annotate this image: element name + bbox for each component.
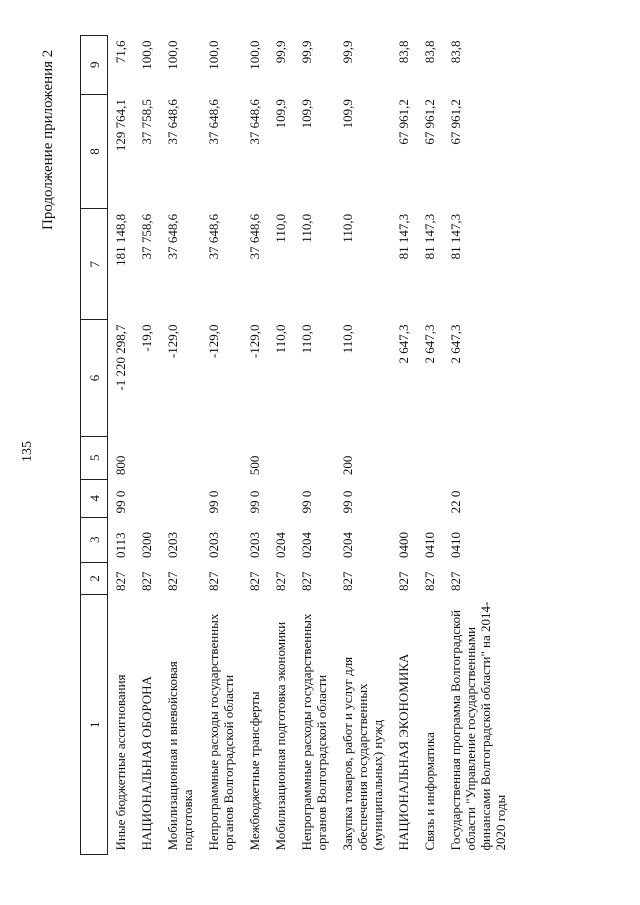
header-col-3: 3	[81, 517, 108, 562]
program-code	[160, 479, 201, 517]
percent-col-9: 99,9	[340, 40, 355, 64]
program-code	[391, 479, 417, 517]
percent-col-9: 83,8	[422, 40, 437, 64]
ministry-code: 827	[273, 571, 288, 591]
section-code: 0400	[396, 532, 411, 559]
value-col-6: -129,0	[165, 324, 180, 359]
value-col-7: 110,0	[340, 213, 355, 243]
value-col-7: 81 147,3	[448, 213, 463, 260]
value-col-7: 81 147,3	[396, 213, 411, 260]
section-code: 0204	[299, 532, 314, 559]
row-name: Непрограммные расходы государственных органов Волгоградской области	[206, 613, 236, 851]
table-header	[81, 36, 108, 855]
table-row	[335, 36, 391, 855]
header-col-1: 1	[81, 595, 108, 855]
header-col-2: 2	[81, 562, 108, 595]
row-name: НАЦИОНАЛЬНАЯ ОБОРОНА	[139, 676, 154, 851]
program-code: 99 0	[206, 490, 221, 514]
value-col-8: 67 961,2	[396, 99, 411, 145]
value-col-7: 81 147,3	[422, 213, 437, 260]
program-code: 99 0	[247, 490, 262, 514]
section-code: 0203	[247, 532, 262, 559]
expense-type-code	[417, 437, 443, 480]
expense-type-code	[160, 437, 201, 480]
section-code: 0203	[206, 532, 221, 559]
value-col-7: 37 648,6	[206, 213, 221, 260]
row-name: Иные бюджетные ассигнования	[113, 674, 128, 851]
percent-col-9: 99,9	[273, 40, 288, 64]
value-col-6: -19,0	[139, 324, 154, 352]
expense-type-code	[268, 437, 294, 480]
value-col-6: 110,0	[299, 324, 314, 354]
section-code: 0204	[273, 532, 288, 559]
row-name: Непрограммные расходы государственных органов Волгоградской области	[299, 613, 329, 851]
header-col-7: 7	[81, 209, 108, 320]
section-code: 0113	[113, 532, 128, 559]
table-row	[391, 36, 417, 855]
value-col-7: 37 648,6	[165, 213, 180, 260]
value-col-8: 67 961,2	[448, 99, 463, 145]
ministry-code: 827	[113, 571, 128, 591]
value-col-7: 110,0	[273, 213, 288, 243]
value-col-6: 110,0	[273, 324, 288, 354]
value-col-6: 2 647,3	[448, 324, 463, 364]
ministry-code: 827	[206, 571, 221, 591]
table-row	[134, 36, 160, 855]
table-row	[268, 36, 294, 855]
value-col-6: 2 647,3	[422, 324, 437, 364]
percent-col-9: 100,0	[165, 40, 180, 70]
percent-col-9: 83,8	[448, 40, 463, 64]
expense-type-code	[443, 437, 514, 480]
program-code: 22 0	[448, 490, 463, 514]
value-col-8: 109,9	[340, 99, 355, 129]
program-code: 99 0	[299, 490, 314, 514]
header-col-5: 5	[81, 437, 108, 480]
percent-col-9: 71,6	[113, 40, 128, 64]
table-row	[108, 36, 135, 855]
program-code	[134, 479, 160, 517]
row-name: Связь и информатика	[422, 732, 437, 851]
value-col-8: 67 961,2	[422, 99, 437, 145]
percent-col-9: 100,0	[139, 40, 154, 70]
header-col-6: 6	[81, 320, 108, 437]
table-row	[160, 36, 201, 855]
program-code	[417, 479, 443, 517]
expense-type-code: 500	[247, 455, 262, 476]
table-row	[417, 36, 443, 855]
row-name: Мобилизационная подготовка экономики	[273, 621, 288, 851]
ministry-code: 827	[139, 571, 154, 591]
header-row	[81, 36, 108, 855]
appendix-caption: Продолжение приложения 2	[40, 49, 56, 230]
ministry-code: 827	[422, 571, 437, 591]
expense-type-code	[391, 437, 417, 480]
value-col-7: 110,0	[299, 213, 314, 243]
value-col-7: 181 148,8	[113, 213, 128, 266]
program-code	[268, 479, 294, 517]
ministry-code: 827	[299, 571, 314, 591]
value-col-8: 37 648,6	[247, 99, 262, 145]
row-name: Государственная программа Волгоградской области "Управление государственными финансами Волгоградской области" на 2014-2020 годы	[448, 601, 508, 851]
value-col-8: 129 764,1	[113, 99, 128, 152]
header-col-8: 8	[81, 94, 108, 209]
header-col-9: 9	[81, 36, 108, 95]
value-col-8: 109,9	[273, 99, 288, 129]
ministry-code: 827	[396, 571, 411, 591]
table-body	[108, 36, 515, 855]
row-name: Межбюджетные трансферты	[247, 691, 262, 851]
percent-col-9: 100,0	[247, 40, 262, 70]
section-code: 0204	[340, 532, 355, 559]
value-col-6: 2 647,3	[396, 324, 411, 364]
ministry-code: 827	[247, 571, 262, 591]
program-code: 99 0	[113, 490, 128, 514]
percent-col-9: 100,0	[206, 40, 221, 70]
program-code: 99 0	[340, 490, 355, 514]
ministry-code: 827	[448, 571, 463, 591]
budget-table	[80, 35, 514, 855]
value-col-8: 37 648,6	[206, 99, 221, 145]
ministry-code: 827	[165, 571, 180, 591]
page-number: 135	[20, 441, 35, 462]
expense-type-code	[201, 437, 242, 480]
value-col-6: -1 220 298,7	[113, 324, 128, 391]
section-code: 0410	[422, 532, 437, 559]
value-col-8: 37 758,5	[139, 99, 154, 145]
section-code: 0203	[165, 532, 180, 559]
value-col-6: 110,0	[340, 324, 355, 354]
ministry-code: 827	[340, 571, 355, 591]
row-name: Мобилизационная и вневойсковая подготовка	[165, 661, 195, 851]
value-col-8: 37 648,6	[165, 99, 180, 145]
section-code: 0410	[448, 532, 463, 559]
value-col-6: -129,0	[247, 324, 262, 359]
expense-type-code	[134, 437, 160, 480]
value-col-7: 37 758,6	[139, 213, 154, 260]
row-name: Закупка товаров, работ и услуг для обеспечения государственных (муниципальных) нужд	[340, 656, 385, 851]
row-name: НАЦИОНАЛЬНАЯ ЭКОНОМИКА	[396, 653, 411, 851]
value-col-6: -129,0	[206, 324, 221, 359]
value-col-7: 37 648,6	[247, 213, 262, 260]
table-row	[242, 36, 268, 855]
expense-type-code: 200	[340, 455, 355, 476]
header-col-4: 4	[81, 479, 108, 517]
expense-type-code: 800	[113, 455, 128, 476]
table-row	[443, 36, 514, 855]
table-row	[201, 36, 242, 855]
section-code: 0200	[139, 532, 154, 559]
percent-col-9: 99,9	[299, 40, 314, 64]
table-row	[294, 36, 335, 855]
percent-col-9: 83,8	[396, 40, 411, 64]
expense-type-code	[294, 437, 335, 480]
value-col-8: 109,9	[299, 99, 314, 129]
